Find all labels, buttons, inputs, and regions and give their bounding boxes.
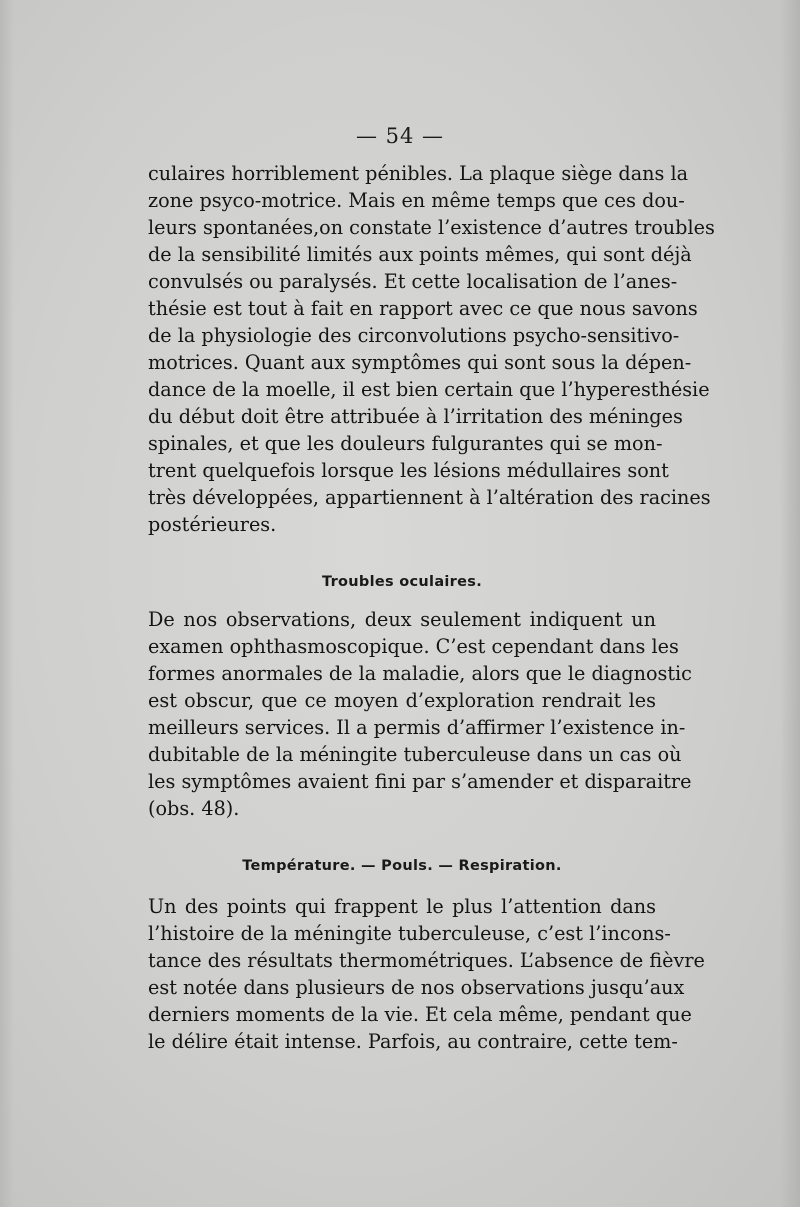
page-number: — 54 —	[355, 124, 445, 148]
text-line: derniers moments de la vie. Et cela même, pendant que	[148, 1003, 692, 1026]
text-line: très développées, appartiennent à l’altération des racines	[148, 486, 711, 509]
text-line: du début doit être attribuée à l’irritation des méninges	[148, 405, 683, 428]
text-line: De nos observations, deux seulement indiquent un	[148, 608, 656, 631]
section-heading-temperature: Température. — Pouls. — Respiration.	[242, 858, 562, 874]
text-line: motrices. Quant aux symptômes qui sont sous la dépen-	[148, 351, 692, 374]
paragraph-intro	[148, 160, 715, 538]
text-line: meilleurs services. Il a permis d’affirmer l’existence in-	[148, 716, 686, 739]
text-line: (obs. 48).	[148, 797, 240, 820]
text-line: les symptômes avaient fini par s’amender et disparaitre	[148, 770, 692, 793]
text-line: convulsés ou paralysés. Et cette localisation de l’anes-	[148, 270, 678, 293]
text-line: zone psyco-motrice. Mais en même temps que ces dou-	[148, 189, 685, 212]
text-line: culaires horriblement pénibles. La plaque siège dans la	[148, 162, 689, 185]
text-line: Un des points qui frappent le plus l’attention dans	[148, 895, 656, 918]
text-line: formes anormales de la maladie, alors que le diagnostic	[148, 662, 692, 685]
text-line: tance des résultats thermométriques. L’absence de fièvre	[148, 949, 705, 972]
text-line: est notée dans plusieurs de nos observations jusqu’aux	[148, 976, 685, 999]
page-body	[148, 160, 715, 1055]
text-line: de la physiologie des circonvolutions psycho-sensitivo-	[148, 324, 680, 347]
page-shadow-left	[0, 0, 14, 1207]
text-line: dance de la moelle, il est bien certain que l’hyperesthésie	[148, 378, 710, 401]
text-line: de la sensibilité limités aux points mêmes, qui sont déjà	[148, 243, 692, 266]
text-line: trent quelquefois lorsque les lésions médullaires sont	[148, 459, 669, 482]
text-line: postérieures.	[148, 513, 277, 536]
page-shadow-right	[780, 0, 800, 1207]
text-line: est obscur, que ce moyen d’exploration rendrait les	[148, 689, 656, 712]
text-line: l’histoire de la méningite tuberculeuse, c’est l’incons-	[148, 922, 671, 945]
text-line: le délire était intense. Parfois, au contraire, cette tem-	[148, 1030, 678, 1053]
text-line: spinales, et que les douleurs fulgurantes qui se mon-	[148, 432, 663, 455]
text-line: examen ophthasmoscopique. C’est cependant dans les	[148, 635, 679, 658]
paragraph-temperature	[148, 893, 705, 1055]
text-line: dubitable de la méningite tuberculeuse dans un cas où	[148, 743, 682, 766]
section-heading-ocular: Troubles oculaires.	[321, 574, 483, 590]
paragraph-ocular	[148, 606, 692, 822]
text-line: leurs spontanées,on constate l’existence d’autres troubles	[148, 216, 715, 239]
text-line: thésie est tout à fait en rapport avec ce que nous savons	[148, 297, 698, 320]
